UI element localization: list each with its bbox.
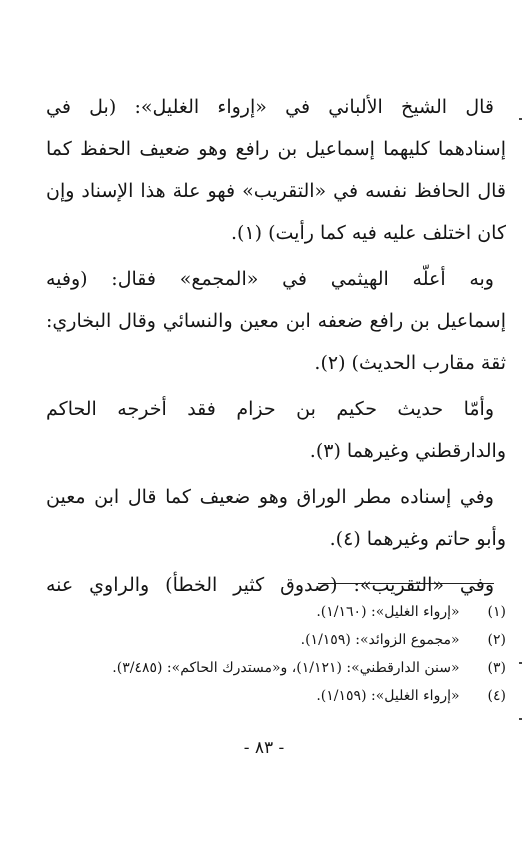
text-line: وفي «التقريب»: (صدوق كثير الخطأ) والراوي عنه [46,574,494,596]
text-line: والدارقطني وغيرهما (٣). [309,440,506,462]
text-line: وأمّا حديث حكيم بن حزام فقد أخرجه الحاكم [46,398,494,420]
text-line: كان اختلف عليه فيه كما رأيت) (١). [230,222,506,244]
text-line: وفي إسناده مطر الوراق وهو ضعيف كما قال ابن معين [46,486,494,508]
footnotes [46,598,506,710]
text-line: إسنادهما كليهما إسماعيل بن رافع وهو ضعيف الحفظ كما [46,138,506,160]
footnote-number: (٢) [487,632,506,648]
footnote [46,682,506,710]
footnote-number: (١) [487,604,506,620]
footnote-text: «إرواء الغليل»: (١/١٦٠). [316,604,460,620]
footnote-number: (٤) [487,688,506,704]
text-line: قال الحافظ نفسه في «التقريب» فهو علة هذا الإسناد وإن [46,180,506,202]
footnote-text: «إرواء الغليل»: (١/١٥٩). [316,688,460,704]
text-line: وأبو حاتم وغيرهما (٤). [329,528,506,550]
paragraph [46,86,506,254]
footnote [46,654,506,682]
footnote-number: (٣) [487,660,506,676]
paragraph [46,476,506,560]
text-line: إسماعيل بن رافع ضعفه ابن معين والنسائي وقال البخاري: [46,310,506,332]
margin-mark [519,662,522,664]
footnote [46,626,506,654]
text-line: ثقة مقارب الحديث) (٢). [314,352,506,374]
margin-mark [519,718,522,720]
footnote-text: «سنن الدارقطني»: (١/١٢١)، و«مستدرك الحاكم»: (٣/٤٨٥). [112,660,460,676]
main-text [46,86,506,610]
margin-mark [519,118,522,120]
footnote [46,598,506,626]
footnote-separator [318,583,494,584]
text-line: قال الشيخ الألباني في «إرواء الغليل»: (بل في [46,96,494,118]
paragraph [46,258,506,384]
paragraph [46,388,506,472]
footnote-text: «مجموع الزوائد»: (١/١٥٩). [300,632,460,648]
text-line: وبه أعلّه الهيثمي في «المجمع» فقال: (وفيه [46,268,494,290]
page-number: - ٨٣ - [243,738,285,758]
